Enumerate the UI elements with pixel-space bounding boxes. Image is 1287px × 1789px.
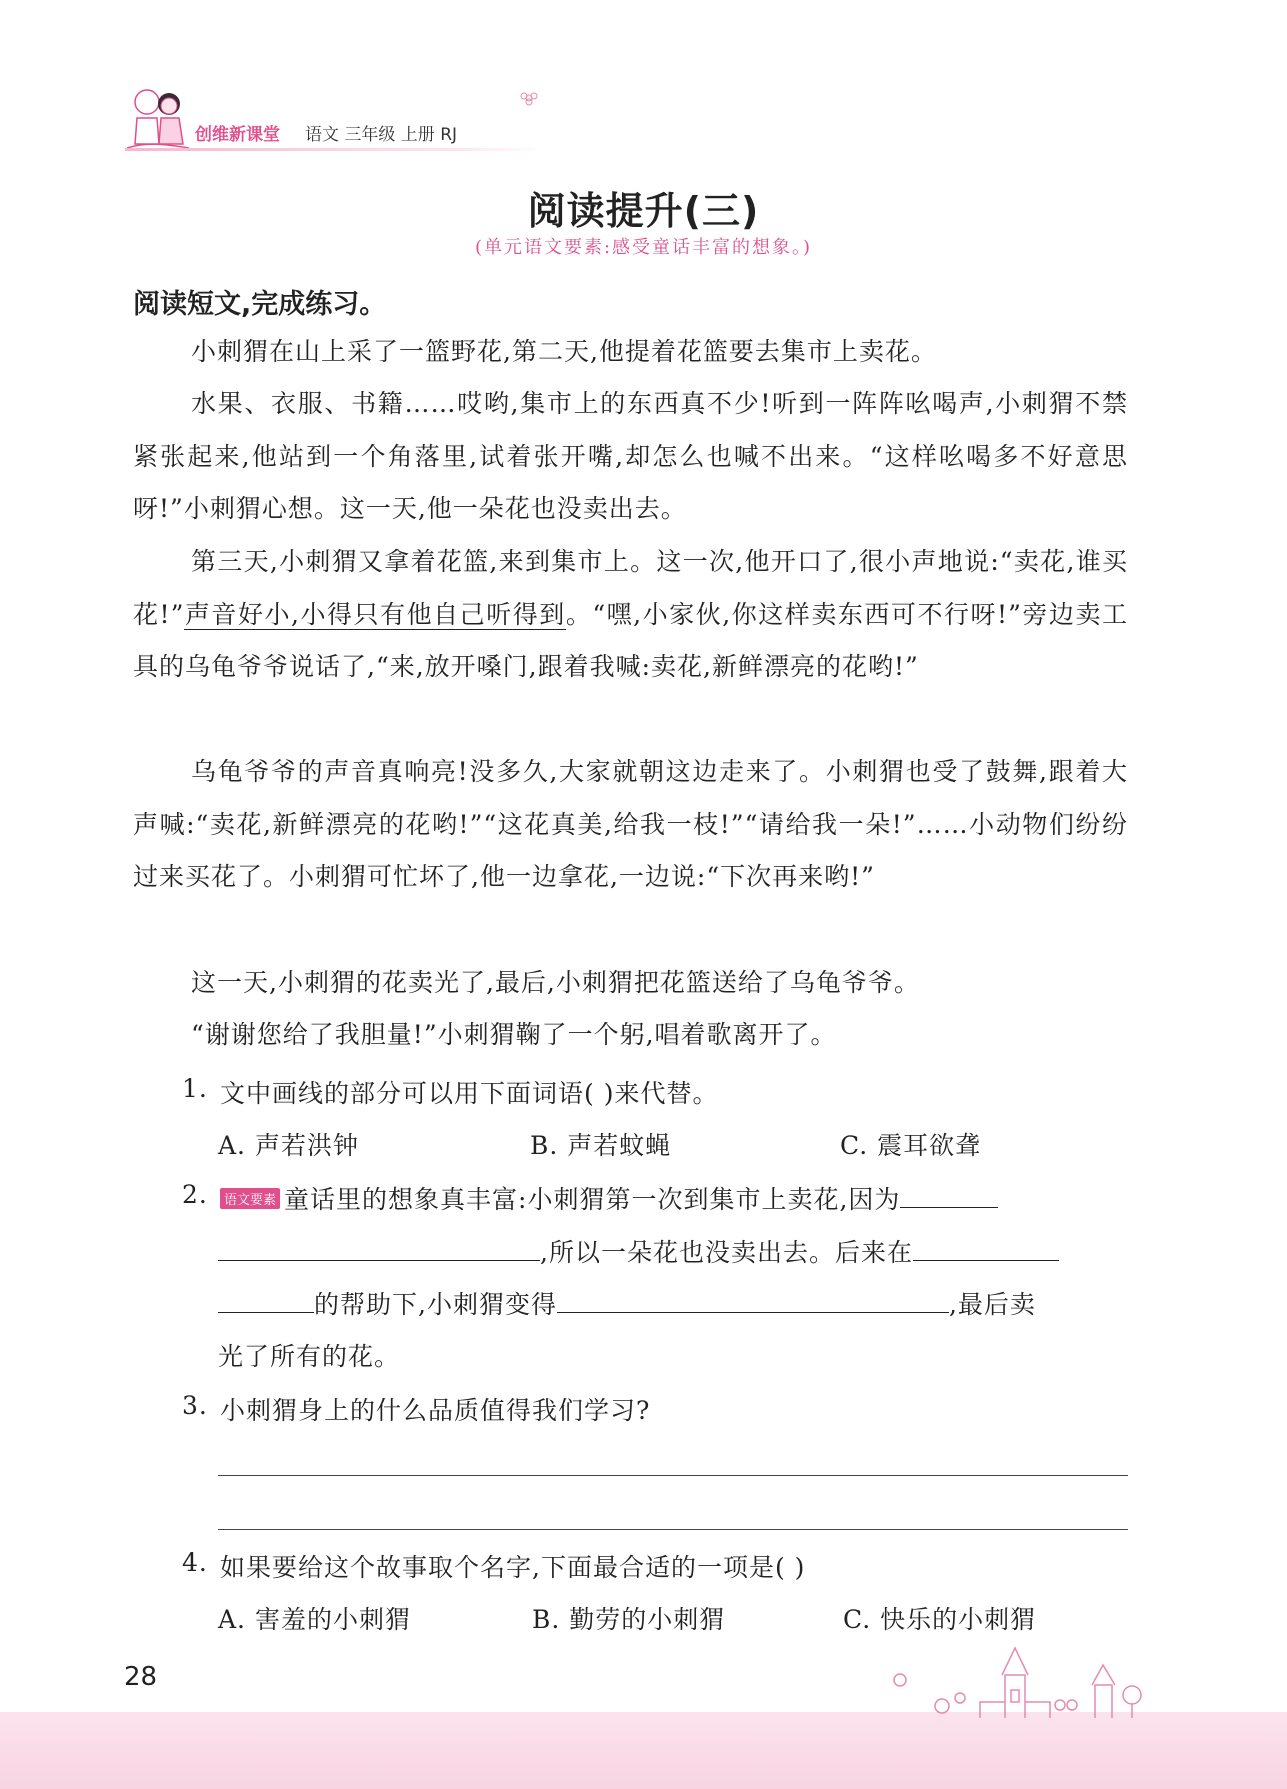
answer-blank-4[interactable] [218, 1288, 314, 1313]
passage-paragraph-4: 乌龟爷爷的声音真响亮!没多久,大家就朝这边走来了。小刺猬也受了鼓舞,跟着大声喊:“卖花,新鲜漂亮的花哟!”“这花真美,给我一枝!”“请给我一朵!”……小动物们纷纷过来买花了。小刺猬可忙坏了,他一边拿花,一边说:“下次再来哟!” [133, 757, 1128, 891]
question-1-number: 1. [182, 1074, 208, 1103]
passage-paragraph-6: “谢谢您给了我胆量!”小刺猬鞠了一个躬,唱着歌离开了。 [191, 1020, 837, 1049]
question-3-text: 小刺猬身上的什么品质值得我们学习? [220, 1396, 651, 1425]
question-4-option-c[interactable]: C. 快乐的小刺猬 [843, 1605, 1037, 1634]
question-2-number: 2. [182, 1180, 208, 1209]
brand-name: 创维新课堂 [195, 125, 280, 145]
answer-line-2[interactable] [218, 1529, 1128, 1530]
answer-blank-2[interactable] [218, 1236, 540, 1261]
passage-p3-start: 第三天,小刺猬又拿着花篮,来到集市上。这一次,他开口了,很小声地说:“卖花,谁买花!” [133, 547, 1128, 629]
question-4-option-a[interactable]: A. 害羞的小刺猬 [218, 1605, 411, 1634]
header-divider [125, 148, 545, 151]
passage-paragraph-1: 小刺猬在山上采了一篮野花,第二天,他提着花篮要去集市上卖花。 [191, 337, 937, 366]
answer-blank-1[interactable] [900, 1183, 998, 1208]
question-1-option-b[interactable]: B. 声若蚊蝇 [530, 1131, 672, 1160]
question-2-text-3b: ,最后卖 [948, 1290, 1036, 1319]
question-4-option-b[interactable]: B. 勤劳的小刺猬 [532, 1605, 726, 1634]
question-3-number: 3. [182, 1391, 208, 1420]
passage-paragraph-3 [133, 536, 1128, 694]
passage-p3-end: 。“嘿,小家伙,你这样卖东西可不行呀!”旁边卖工具的乌龟爷爷说话了,“来,放开嗓门,跟着我喊:卖花,新鲜漂亮的花哟!” [133, 599, 1128, 681]
question-2-line-1 [220, 1180, 998, 1216]
subject-info: 语文 三年级 上册 RJ [305, 125, 458, 145]
language-element-tag: 语文要素 [220, 1188, 280, 1209]
page-header [125, 82, 825, 157]
question-2-line-3 [218, 1285, 1036, 1321]
page-number: 28 [124, 1662, 158, 1692]
reading-instruction: 阅读短文,完成练习。 [133, 289, 387, 320]
kids-logo-icon [125, 82, 191, 152]
question-4-text: 如果要给这个故事取个名字,下面最合适的一项是( ) [220, 1553, 806, 1582]
underlined-phrase: 声音好小,小得只有他自己听得到 [184, 599, 566, 629]
question-1-option-c[interactable]: C. 震耳欲聋 [840, 1131, 982, 1160]
question-1-option-a[interactable]: A. 声若洪钟 [218, 1131, 359, 1160]
answer-blank-5[interactable] [557, 1288, 949, 1313]
question-2-text-3a: 的帮助下,小刺猬变得 [314, 1290, 557, 1319]
unit-element-subtitle: (单元语文要素:感受童话丰富的想象。) [474, 237, 813, 258]
passage-paragraph-5: 这一天,小刺猬的花卖光了,最后,小刺猬把花篮送给了乌龟爷爷。 [191, 968, 920, 997]
flower-decoration-icon [520, 90, 538, 106]
page-title: 阅读提升(三) [527, 189, 760, 233]
castle-decoration-icon [880, 1640, 1180, 1720]
footer-band [0, 1712, 1287, 1789]
answer-blank-3[interactable] [913, 1236, 1059, 1261]
question-2-text-1: 童话里的想象真丰富:小刺猬第一次到集市上卖花,因为 [284, 1185, 901, 1214]
question-2-line-4: 光了所有的花。 [218, 1342, 401, 1371]
question-2-line-2 [218, 1233, 1059, 1269]
passage-paragraph-2: 水果、衣服、书籍……哎哟,集市上的东西真不少!听到一阵阵吆喝声,小刺猬不禁紧张起来,他站到一个角落里,试着张开嘴,却怎么也喊不出来。“这样吆喝多不好意思呀!”小刺猬心想。这一天,他一朵花也没卖出去。 [133, 389, 1128, 523]
answer-line-1[interactable] [218, 1475, 1128, 1476]
question-1-text: 文中画线的部分可以用下面词语( )来代替。 [220, 1079, 719, 1108]
question-2-text-2: ,所以一朵花也没卖出去。后来在 [540, 1238, 913, 1267]
question-4-number: 4. [182, 1548, 208, 1577]
